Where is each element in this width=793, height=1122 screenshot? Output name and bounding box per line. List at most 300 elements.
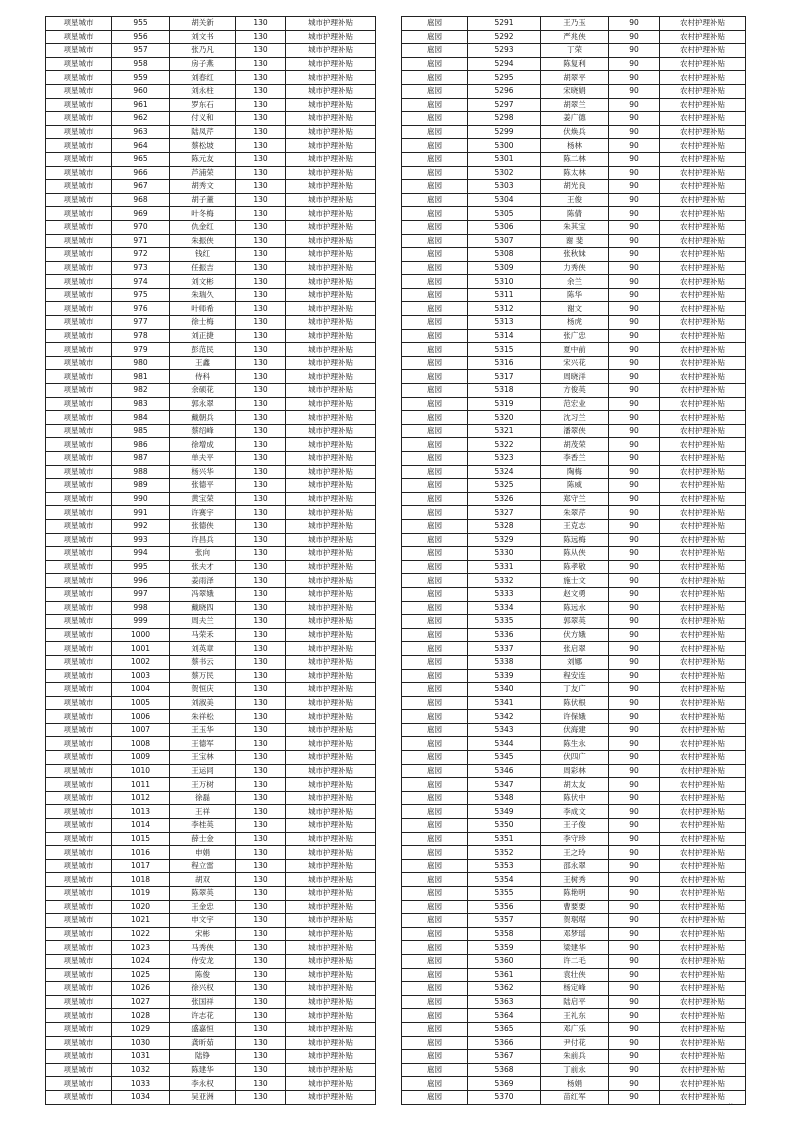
subsidy-type-cell: 农村护理补贴: [660, 57, 746, 71]
table-row: [46, 112, 376, 126]
subsidy-type-cell: 农村护理补贴: [660, 479, 746, 493]
serial-number-cell: 959: [112, 71, 170, 85]
amount-cell: 130: [236, 846, 286, 860]
table-row: [402, 574, 746, 588]
serial-number-cell: 5328: [468, 519, 541, 533]
subsidy-type-cell: 农村护理补贴: [660, 696, 746, 710]
serial-number-cell: 1017: [112, 859, 170, 873]
serial-number-cell: 5298: [468, 112, 541, 126]
name-cell: 张向: [170, 547, 236, 561]
table-row: [46, 343, 376, 357]
subsidy-type-cell: 农村护理补贴: [660, 1077, 746, 1091]
amount-cell: 90: [609, 98, 660, 112]
region-cell: 项星城市: [46, 560, 112, 574]
region-cell: 扈园: [402, 112, 468, 126]
amount-cell: 90: [609, 710, 660, 724]
name-cell: 杨定峰: [541, 982, 609, 996]
serial-number-cell: 5343: [468, 723, 541, 737]
region-cell: 扈园: [402, 519, 468, 533]
region-cell: 扈园: [402, 533, 468, 547]
name-cell: 刘春红: [170, 71, 236, 85]
name-cell: 贺恒庆: [170, 683, 236, 697]
amount-cell: 90: [609, 166, 660, 180]
table-row: [402, 846, 746, 860]
region-cell: 项星城市: [46, 791, 112, 805]
subsidy-type-cell: 城市护理补贴: [286, 261, 376, 275]
region-cell: 项星城市: [46, 1036, 112, 1050]
subsidy-type-cell: 农村护理补贴: [660, 506, 746, 520]
subsidy-type-cell: 城市护理补贴: [286, 615, 376, 629]
region-cell: 项星城市: [46, 288, 112, 302]
amount-cell: 130: [236, 533, 286, 547]
name-cell: 陈复利: [541, 57, 609, 71]
amount-cell: 130: [236, 166, 286, 180]
amount-cell: 90: [609, 887, 660, 901]
amount-cell: 130: [236, 941, 286, 955]
serial-number-cell: 1014: [112, 819, 170, 833]
serial-number-cell: 991: [112, 506, 170, 520]
subsidy-type-cell: 城市护理补贴: [286, 846, 376, 860]
table-row: [402, 1009, 746, 1023]
amount-cell: 90: [609, 1077, 660, 1091]
name-cell: 胡翠兰: [541, 98, 609, 112]
serial-number-cell: 5347: [468, 778, 541, 792]
table-row: [46, 560, 376, 574]
region-cell: 扈园: [402, 288, 468, 302]
subsidy-type-cell: 城市护理补贴: [286, 98, 376, 112]
table-row: [46, 329, 376, 343]
table-row: [46, 234, 376, 248]
amount-cell: 130: [236, 343, 286, 357]
subsidy-type-cell: 农村护理补贴: [660, 438, 746, 452]
name-cell: 胡秀文: [170, 180, 236, 194]
amount-cell: 90: [609, 261, 660, 275]
subsidy-type-cell: 城市护理补贴: [286, 982, 376, 996]
serial-number-cell: 961: [112, 98, 170, 112]
table-row: [46, 764, 376, 778]
serial-number-cell: 5332: [468, 574, 541, 588]
serial-number-cell: 958: [112, 57, 170, 71]
amount-cell: 90: [609, 1022, 660, 1036]
amount-cell: 90: [609, 234, 660, 248]
serial-number-cell: 987: [112, 452, 170, 466]
amount-cell: 130: [236, 424, 286, 438]
table-row: [46, 98, 376, 112]
region-cell: 项星城市: [46, 343, 112, 357]
subsidy-type-cell: 农村护理补贴: [660, 220, 746, 234]
name-cell: 吴亚洲: [170, 1090, 236, 1104]
name-cell: 朱其宝: [541, 220, 609, 234]
region-cell: 项星城市: [46, 356, 112, 370]
serial-number-cell: 1012: [112, 791, 170, 805]
subsidy-type-cell: 城市护理补贴: [286, 207, 376, 221]
region-cell: 项星城市: [46, 180, 112, 194]
serial-number-cell: 994: [112, 547, 170, 561]
subsidy-type-cell: 农村护理补贴: [660, 547, 746, 561]
amount-cell: 130: [236, 384, 286, 398]
region-cell: 项星城市: [46, 764, 112, 778]
region-cell: 扈园: [402, 560, 468, 574]
subsidy-type-cell: 农村护理补贴: [660, 112, 746, 126]
subsidy-type-cell: 城市护理补贴: [286, 44, 376, 58]
name-cell: 周彩林: [541, 764, 609, 778]
region-cell: 项星城市: [46, 778, 112, 792]
region-cell: 扈园: [402, 1009, 468, 1023]
amount-cell: 90: [609, 791, 660, 805]
subsidy-type-cell: 城市护理补贴: [286, 84, 376, 98]
serial-number-cell: 5352: [468, 846, 541, 860]
table-row: [402, 166, 746, 180]
table-row: [402, 873, 746, 887]
table-row: [402, 954, 746, 968]
region-cell: 扈园: [402, 995, 468, 1009]
subsidy-type-cell: 农村护理补贴: [660, 343, 746, 357]
serial-number-cell: 5314: [468, 329, 541, 343]
region-cell: 扈园: [402, 356, 468, 370]
serial-number-cell: 962: [112, 112, 170, 126]
serial-number-cell: 5327: [468, 506, 541, 520]
table-row: [402, 71, 746, 85]
region-cell: 项星城市: [46, 84, 112, 98]
subsidy-type-cell: 城市护理补贴: [286, 751, 376, 765]
serial-number-cell: 5326: [468, 492, 541, 506]
subsidy-type-cell: 农村护理补贴: [660, 411, 746, 425]
table-row: [402, 683, 746, 697]
serial-number-cell: 5303: [468, 180, 541, 194]
region-cell: 项星城市: [46, 125, 112, 139]
table-row: [46, 846, 376, 860]
region-cell: 项星城市: [46, 601, 112, 615]
serial-number-cell: 5370: [468, 1090, 541, 1104]
amount-cell: 90: [609, 411, 660, 425]
name-cell: 王乃玉: [541, 17, 609, 31]
name-cell: 谢文: [541, 302, 609, 316]
name-cell: 邓广乐: [541, 1022, 609, 1036]
table-row: [46, 248, 376, 262]
table-row: [46, 982, 376, 996]
region-cell: 项星城市: [46, 452, 112, 466]
amount-cell: 90: [609, 832, 660, 846]
table-row: [402, 710, 746, 724]
name-cell: 徐兴权: [170, 982, 236, 996]
amount-cell: 130: [236, 995, 286, 1009]
serial-number-cell: 1007: [112, 723, 170, 737]
subsidy-type-cell: 城市护理补贴: [286, 112, 376, 126]
region-cell: 扈园: [402, 125, 468, 139]
name-cell: 曹要要: [541, 900, 609, 914]
region-cell: 扈园: [402, 302, 468, 316]
table-row: [46, 506, 376, 520]
serial-number-cell: 5342: [468, 710, 541, 724]
amount-cell: 130: [236, 44, 286, 58]
amount-cell: 130: [236, 696, 286, 710]
subsidy-type-cell: 农村护理补贴: [660, 914, 746, 928]
table-row: [402, 1077, 746, 1091]
amount-cell: 130: [236, 642, 286, 656]
subsidy-type-cell: 农村护理补贴: [660, 316, 746, 330]
region-cell: 扈园: [402, 44, 468, 58]
table-row: [46, 723, 376, 737]
subsidy-type-cell: 城市护理补贴: [286, 465, 376, 479]
name-cell: 伏方娥: [541, 628, 609, 642]
name-cell: 胡双: [170, 873, 236, 887]
name-cell: 邵永翠: [541, 859, 609, 873]
subsidy-type-cell: 城市护理补贴: [286, 887, 376, 901]
amount-cell: 130: [236, 982, 286, 996]
table-row: [402, 601, 746, 615]
region-cell: 项星城市: [46, 968, 112, 982]
serial-number-cell: 968: [112, 193, 170, 207]
table-row: [46, 139, 376, 153]
amount-cell: 130: [236, 805, 286, 819]
subsidy-type-cell: 农村护理补贴: [660, 941, 746, 955]
table-row: [402, 234, 746, 248]
name-cell: 潘翠侠: [541, 424, 609, 438]
region-cell: 项星城市: [46, 696, 112, 710]
subsidy-type-cell: 城市护理补贴: [286, 343, 376, 357]
subsidy-type-cell: 农村护理补贴: [660, 17, 746, 31]
table-row: [402, 533, 746, 547]
serial-number-cell: 5361: [468, 968, 541, 982]
table-row: [402, 220, 746, 234]
name-cell: 袁壮侠: [541, 968, 609, 982]
serial-number-cell: 5310: [468, 275, 541, 289]
table-row: [46, 152, 376, 166]
table-row: [46, 819, 376, 833]
name-cell: 宋兴花: [541, 356, 609, 370]
region-cell: 项星城市: [46, 628, 112, 642]
name-cell: 宋晓娟: [541, 84, 609, 98]
serial-number-cell: 5350: [468, 819, 541, 833]
serial-number-cell: 5315: [468, 343, 541, 357]
serial-number-cell: 5346: [468, 764, 541, 778]
serial-number-cell: 1030: [112, 1036, 170, 1050]
table-row: [402, 17, 746, 31]
subsidy-type-cell: 城市护理补贴: [286, 723, 376, 737]
region-cell: 扈园: [402, 587, 468, 601]
amount-cell: 130: [236, 180, 286, 194]
serial-number-cell: 1016: [112, 846, 170, 860]
amount-cell: 90: [609, 805, 660, 819]
amount-cell: 130: [236, 723, 286, 737]
subsidy-type-cell: 城市护理补贴: [286, 492, 376, 506]
amount-cell: 90: [609, 846, 660, 860]
name-cell: 许赛宇: [170, 506, 236, 520]
name-cell: 杨虎: [541, 316, 609, 330]
name-cell: 陈伏中: [541, 791, 609, 805]
subsidy-type-cell: 农村护理补贴: [660, 560, 746, 574]
subsidy-type-cell: 城市护理补贴: [286, 941, 376, 955]
name-cell: 钱红: [170, 248, 236, 262]
table-row: [402, 30, 746, 44]
table-row: [402, 791, 746, 805]
region-cell: 扈园: [402, 234, 468, 248]
amount-cell: 130: [236, 71, 286, 85]
name-cell: 李守珍: [541, 832, 609, 846]
table-row: [402, 982, 746, 996]
name-cell: 申文宇: [170, 914, 236, 928]
amount-cell: 130: [236, 329, 286, 343]
subsidy-type-cell: 农村护理补贴: [660, 873, 746, 887]
region-cell: 项星城市: [46, 914, 112, 928]
name-cell: 陈华: [541, 288, 609, 302]
serial-number-cell: 1022: [112, 927, 170, 941]
amount-cell: 130: [236, 397, 286, 411]
table-row: [402, 628, 746, 642]
serial-number-cell: 5295: [468, 71, 541, 85]
amount-cell: 130: [236, 1063, 286, 1077]
serial-number-cell: 982: [112, 384, 170, 398]
table-row: [46, 791, 376, 805]
region-cell: 扈园: [402, 887, 468, 901]
serial-number-cell: 5301: [468, 152, 541, 166]
amount-cell: 90: [609, 642, 660, 656]
subsidy-type-cell: 农村护理补贴: [660, 248, 746, 262]
name-cell: 陈伏根: [541, 696, 609, 710]
name-cell: 朱祥松: [170, 710, 236, 724]
region-cell: 扈园: [402, 1050, 468, 1064]
name-cell: 施士文: [541, 574, 609, 588]
table-row: [402, 397, 746, 411]
amount-cell: 130: [236, 234, 286, 248]
name-cell: 任振吉: [170, 261, 236, 275]
name-cell: 王宝林: [170, 751, 236, 765]
subsidy-type-cell: 农村护理补贴: [660, 764, 746, 778]
serial-number-cell: 1008: [112, 737, 170, 751]
table-row: [402, 723, 746, 737]
amount-cell: 90: [609, 819, 660, 833]
region-cell: 扈园: [402, 193, 468, 207]
region-cell: 扈园: [402, 914, 468, 928]
region-cell: 扈园: [402, 397, 468, 411]
table-row: [46, 601, 376, 615]
amount-cell: 130: [236, 887, 286, 901]
serial-number-cell: 976: [112, 302, 170, 316]
amount-cell: 130: [236, 139, 286, 153]
name-cell: 周晓洋: [541, 370, 609, 384]
table-row: [402, 1050, 746, 1064]
subsidy-type-cell: 城市护理补贴: [286, 166, 376, 180]
serial-number-cell: 1028: [112, 1009, 170, 1023]
table-row: [402, 98, 746, 112]
name-cell: 王德军: [170, 737, 236, 751]
region-cell: 扈园: [402, 506, 468, 520]
name-cell: 张夫才: [170, 560, 236, 574]
region-cell: 扈园: [402, 438, 468, 452]
serial-number-cell: 1006: [112, 710, 170, 724]
name-cell: 龚昕茹: [170, 1036, 236, 1050]
serial-number-cell: 1013: [112, 805, 170, 819]
region-cell: 项星城市: [46, 166, 112, 180]
serial-number-cell: 5354: [468, 873, 541, 887]
amount-cell: 130: [236, 737, 286, 751]
amount-cell: 130: [236, 302, 286, 316]
region-cell: 项星城市: [46, 655, 112, 669]
table-row: [402, 180, 746, 194]
name-cell: 方俊英: [541, 384, 609, 398]
subsidy-type-cell: 城市护理补贴: [286, 17, 376, 31]
subsidy-type-cell: 城市护理补贴: [286, 628, 376, 642]
subsidy-type-cell: 农村护理补贴: [660, 1050, 746, 1064]
subsidy-type-cell: 城市护理补贴: [286, 587, 376, 601]
subsidy-type-cell: 农村护理补贴: [660, 519, 746, 533]
table-row: [46, 615, 376, 629]
name-cell: 陈艳明: [541, 887, 609, 901]
region-cell: 项星城市: [46, 465, 112, 479]
serial-number-cell: 5292: [468, 30, 541, 44]
amount-cell: 130: [236, 1077, 286, 1091]
subsidy-type-cell: 城市护理补贴: [286, 193, 376, 207]
region-cell: 扈园: [402, 778, 468, 792]
table-row: [46, 587, 376, 601]
serial-number-cell: 988: [112, 465, 170, 479]
table-row: [402, 560, 746, 574]
table-row: [46, 193, 376, 207]
name-cell: 张国祥: [170, 995, 236, 1009]
region-cell: 扈园: [402, 954, 468, 968]
region-cell: 扈园: [402, 424, 468, 438]
table-row: [402, 655, 746, 669]
table-row: [402, 547, 746, 561]
subsidy-type-cell: 城市护理补贴: [286, 384, 376, 398]
subsidy-type-cell: 农村护理补贴: [660, 1090, 746, 1104]
name-cell: 徐磊: [170, 791, 236, 805]
amount-cell: 90: [609, 220, 660, 234]
region-cell: 扈园: [402, 696, 468, 710]
amount-cell: 90: [609, 941, 660, 955]
subsidy-type-cell: 农村护理补贴: [660, 927, 746, 941]
subsidy-type-cell: 城市护理补贴: [286, 234, 376, 248]
subsidy-type-cell: 城市护理补贴: [286, 519, 376, 533]
amount-cell: 90: [609, 397, 660, 411]
subsidy-type-cell: 农村护理补贴: [660, 30, 746, 44]
region-cell: 项星城市: [46, 995, 112, 1009]
name-cell: 陈二林: [541, 152, 609, 166]
name-cell: 力秀侠: [541, 261, 609, 275]
table-row: [402, 479, 746, 493]
region-cell: 扈园: [402, 941, 468, 955]
serial-number-cell: 5330: [468, 547, 541, 561]
region-cell: 项星城市: [46, 642, 112, 656]
name-cell: 付义和: [170, 112, 236, 126]
region-cell: 扈园: [402, 30, 468, 44]
subsidy-type-cell: 农村护理补贴: [660, 737, 746, 751]
region-cell: 扈园: [402, 859, 468, 873]
amount-cell: 90: [609, 316, 660, 330]
name-cell: 严兆侠: [541, 30, 609, 44]
name-cell: 刘淑美: [170, 696, 236, 710]
amount-cell: 90: [609, 424, 660, 438]
amount-cell: 90: [609, 248, 660, 262]
subsidy-type-cell: 农村护理补贴: [660, 533, 746, 547]
subsidy-type-cell: 城市护理补贴: [286, 1090, 376, 1104]
amount-cell: 90: [609, 71, 660, 85]
subsidy-type-cell: 城市护理补贴: [286, 1009, 376, 1023]
region-cell: 项星城市: [46, 17, 112, 31]
region-cell: 扈园: [402, 846, 468, 860]
name-cell: 姜广德: [541, 112, 609, 126]
serial-number-cell: 5302: [468, 166, 541, 180]
subsidy-type-cell: 农村护理补贴: [660, 859, 746, 873]
region-cell: 扈园: [402, 411, 468, 425]
table-row: [402, 941, 746, 955]
table-row: [46, 125, 376, 139]
serial-number-cell: 1009: [112, 751, 170, 765]
amount-cell: 90: [609, 288, 660, 302]
name-cell: 陈倩: [541, 207, 609, 221]
serial-number-cell: 1004: [112, 683, 170, 697]
name-cell: 郭永翠: [170, 397, 236, 411]
